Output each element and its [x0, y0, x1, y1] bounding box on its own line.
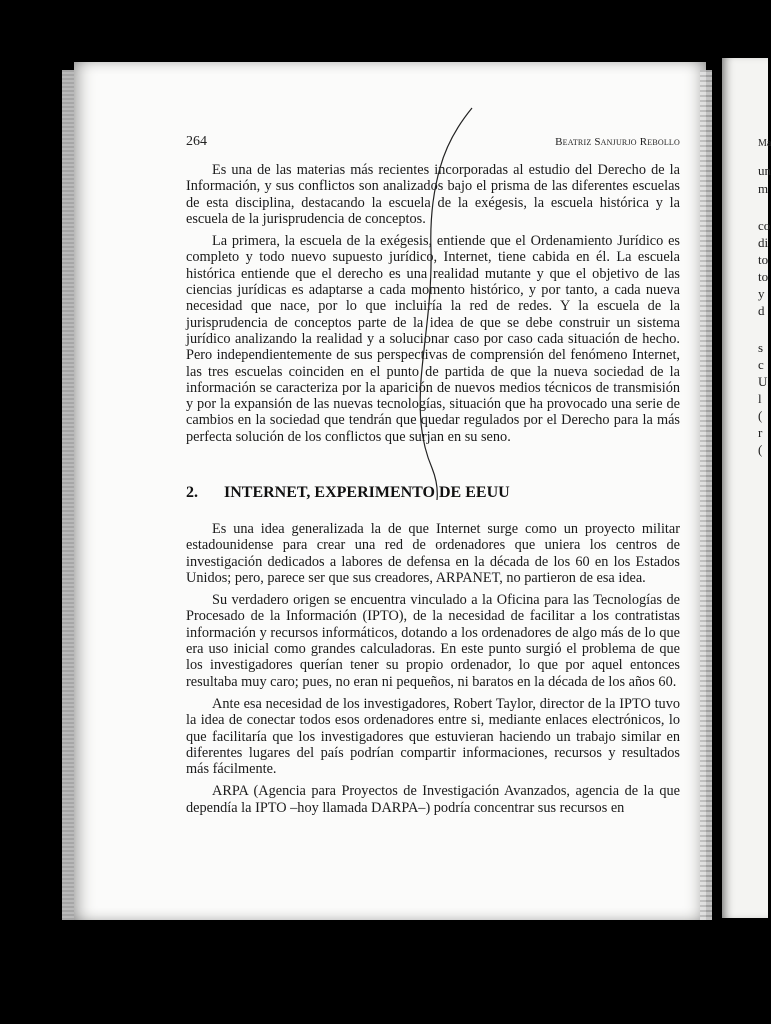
facing-page-fragment: r [758, 425, 763, 440]
facing-page-fragment: to [758, 269, 769, 284]
paragraph: La primera, la escuela de la exégesis, entiende que el Ordenamiento Jurídico es completo y todo nuevo supuesto jurídico, Internet, tiene cabida en él. La escuela histórica entiende que el derecho es una realidad mutante y que el objetivo de las ciencias jurídicas es adaptarse a cada momento histórico, y por tanto, a cada nueva necesidad que nace, por lo que incluiría la red de redes. Y la escuela de la jurisprudencia de conceptos parte de la idea de que se debe construir un sistema jurídico analizando la realidad y a solucionar caso por caso cada situación de hecho. Pero independientemente de sus perspectivas de comprensión del fenómeno Internet, las tres escuelas coinciden en el punto de partida de que la nueva sociedad de la información se caracteriza por la aparición de nuevos medios técnicos de transmisión y por la expansión de las nuevas tecnologías, situación que ha provocado una serie de cambios en la sociedad que tendrán que quedar regulados por el Derecho para la más perfecta solución de los conflictos que surjan en su seno. [186, 233, 680, 445]
facing-page-fragment: un [758, 163, 771, 178]
section-text [186, 521, 680, 822]
facing-page-fragment: l [758, 391, 762, 406]
facing-page [722, 58, 771, 918]
facing-page-fragment: di [758, 235, 769, 250]
facing-page-fragment: co [758, 218, 771, 233]
page-header [186, 134, 680, 152]
facing-page-fragment: m [758, 181, 769, 196]
intro-text [186, 162, 680, 451]
book-gutter-right [700, 70, 712, 920]
paragraph: Es una de las materias más recientes incorporadas al estudio del Derecho de la Información, y sus conflictos son analizados bajo el prisma de las diferentes escuelas de esta disciplina, destacando la escuela de la exégesis, la escuela histórica y la escuela de la jurisprudencia de conceptos. [186, 162, 680, 227]
facing-page-fragment: Ma [758, 138, 771, 149]
paragraph: Es una idea generalizada la de que Internet surge como un proyecto militar estadounidense para crear una red de ordenadores que uniera los centros de investigación dedicados a labores de defensa en la década de los 60 en los Estados Unidos; pero, parece ser que sus creadores, ARPANET, no partieron de esa idea. [186, 521, 680, 586]
facing-page-fragment: U [758, 374, 768, 389]
page-number: 264 [186, 134, 207, 149]
facing-page-fragment: ( [758, 442, 763, 457]
facing-page-fragment: s [758, 340, 764, 355]
running-head-author: Beatriz Sanjurjo Rebollo [555, 136, 680, 148]
facing-page-fragment: y [758, 286, 765, 301]
facing-page-fragment: c [758, 357, 764, 372]
section-number: 2. [186, 484, 198, 501]
facing-page-fragment: to [758, 252, 769, 267]
scan-bottom-band [0, 920, 768, 1024]
facing-page-fragment: d [758, 303, 765, 318]
paragraph: Su verdadero origen se encuentra vinculado a la Oficina para las Tecnologías de Procesado de la Información (IPTO), de la necesidad de facilitar a los contratistas información y recursos informáticos, dotando a los ordenadores de algo más de lo que era uso inicial como grandes calculadoras. En este punto surgió el problema de que los investigadores querían tener su propio ordenador, lo que por aquel entonces resultaba muy caro; pues, no eran ni pequeños, ni baratos en la década de los años 60. [186, 592, 680, 690]
facing-page-fragment: ( [758, 408, 763, 423]
section-title: INTERNET, EXPERIMENTO DE EEUU [224, 484, 510, 501]
paragraph: Ante esa necesidad de los investigadores, Robert Taylor, director de la IPTO tuvo la idea de conectar todos esos ordenadores entre si, mediante enlaces electrónicos, lo que facilitaría que los investigadores que estuvieran haciendo un trabajo similar en diferentes lugares del país podrían compartir informaciones, recursos y resultados más fácilmente. [186, 695, 680, 778]
paragraph: ARPA (Agencia para Proyectos de Investigación Avanzados, agencia de la que dependía la IPTO –hoy llamada DARPA–) podría concentrar sus recursos en [186, 783, 680, 816]
section-heading [186, 484, 510, 502]
